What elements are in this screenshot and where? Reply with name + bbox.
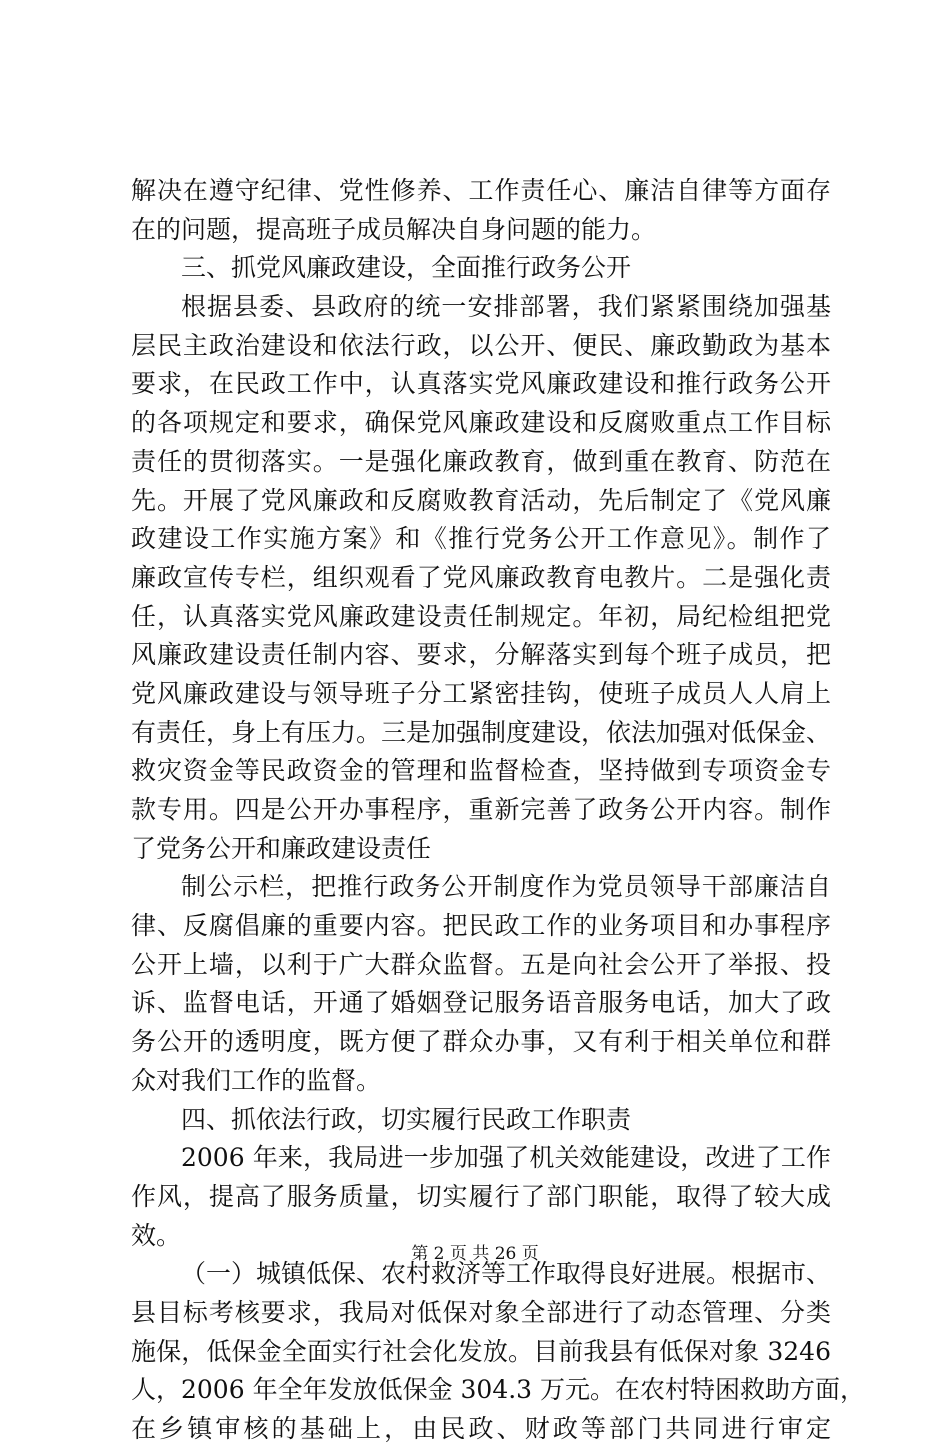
- paragraph-line: 要求，在民政工作中，认真落实党风廉政建设和推行政务公开: [131, 369, 831, 399]
- paragraph-line: 县目标考核要求，我局对低保对象全部进行了动态管理、分类: [131, 1297, 831, 1327]
- paragraph-line: 效。: [131, 1220, 182, 1250]
- paragraph-line: 在乡镇审核的基础上，由民政、财政等部门共同进行审定: [131, 1414, 831, 1443]
- section-heading: 三、抓党风廉政建设，全面推行政务公开: [181, 253, 632, 283]
- paragraph-line: 人，2006 年全年发放低保金 304.3 万元。在农村特困救助方面，: [131, 1375, 866, 1405]
- paragraph-line: 根据县委、县政府的统一安排部署，我们紧紧围绕加强基: [181, 292, 831, 322]
- paragraph-line: 风廉政建设责任制内容、要求，分解落实到每个班子成员，把: [131, 640, 831, 670]
- paragraph-line: 众对我们工作的监督。: [131, 1065, 382, 1095]
- paragraph-line: 施保，低保金全面实行社会化发放。目前我县有低保对象 3246: [131, 1336, 831, 1366]
- paragraph-line: 在的问题，提高班子成员解决自身问题的能力。: [131, 214, 657, 244]
- paragraph-line: 救灾资金等民政资金的管理和监督检查，坚持做到专项资金专: [131, 756, 831, 786]
- page-footer: 第 2 页 共 26 页: [411, 1244, 539, 1264]
- paragraph-line: 公开上墙，以利于广大群众监督。五是向社会公开了举报、投: [131, 949, 831, 979]
- paragraph-line: 层民主政治建设和依法行政，以公开、便民、廉政勤政为基本: [131, 330, 831, 360]
- paragraph-line: 党风廉政建设与领导班子分工紧密挂钩，使班子成员人人肩上: [131, 678, 831, 708]
- paragraph-line: 有责任，身上有压力。三是加强制度建设，依法加强对低保金、: [131, 717, 832, 747]
- paragraph-line: 责任的贯彻落实。一是强化廉政教育，做到重在教育、防范在: [131, 446, 831, 476]
- paragraph-line: 务公开的透明度，既方便了群众办事，又有利于相关单位和群: [131, 1027, 831, 1057]
- paragraph-line: 作风，提高了服务质量，切实履行了部门职能，取得了较大成: [131, 1181, 831, 1211]
- paragraph-line: 制公示栏，把推行政务公开制度作为党员领导干部廉洁自: [181, 872, 831, 902]
- paragraph-line: 诉、监督电话，开通了婚姻登记服务语音服务电话，加大了政: [131, 988, 831, 1018]
- section-heading: 四、抓依法行政，切实履行民政工作职责: [181, 1104, 632, 1134]
- paragraph-line: 先。开展了党风廉政和反腐败教育活动，先后制定了《党风廉: [131, 485, 831, 515]
- paragraph-line: 任，认真落实党风廉政建设责任制规定。年初，局纪检组把党: [131, 601, 831, 631]
- paragraph-line: 了党务公开和廉政建设责任: [131, 833, 432, 863]
- paragraph-line: 解决在遵守纪律、党性修养、工作责任心、廉洁自律等方面存: [131, 176, 831, 205]
- paragraph-line: 款专用。四是公开办事程序，重新完善了政务公开内容。制作: [131, 795, 831, 824]
- paragraph-line: 廉政宣传专栏，组织观看了党风廉政教育电教片。二是强化责: [131, 562, 831, 592]
- paragraph-line: （一）城镇低保、农村救济等工作取得良好进展。根据市、: [181, 1259, 832, 1289]
- paragraph-line: 政建设工作实施方案》和《推行党务公开工作意见》。制作了: [131, 524, 831, 554]
- paragraph-line: 律、反腐倡廉的重要内容。把民政工作的业务项目和办事程序: [131, 911, 831, 941]
- paragraph-line: 2006 年来，我局进一步加强了机关效能建设，改进了工作: [181, 1143, 831, 1173]
- paragraph-line: 的各项规定和要求，确保党风廉政建设和反腐败重点工作目标: [131, 408, 831, 438]
